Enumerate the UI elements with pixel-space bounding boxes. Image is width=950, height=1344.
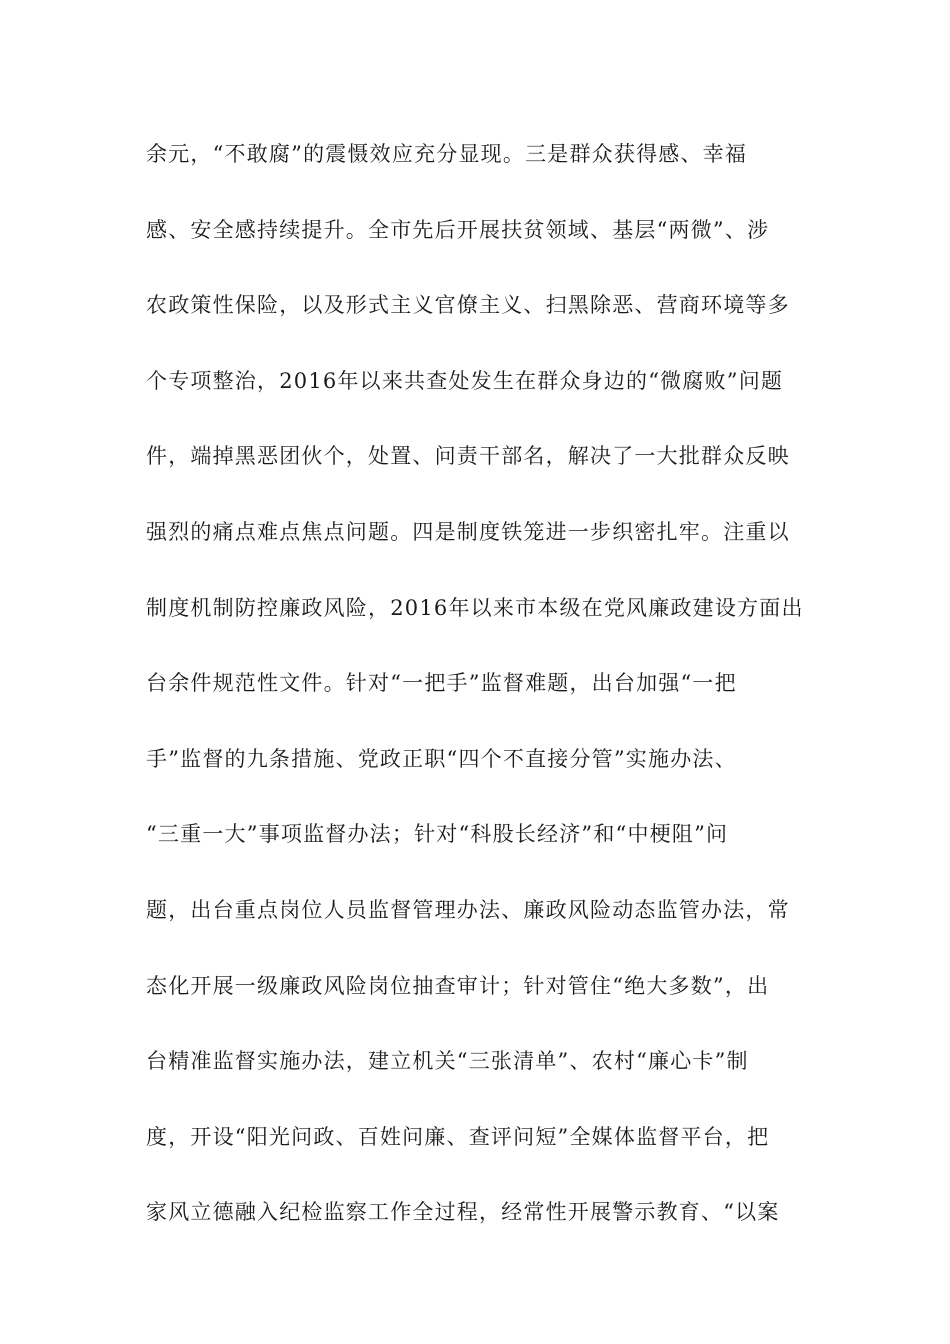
- text-line: 农政策性保险，以及形式主义官僚主义、扫黑除恶、营商环境等多: [146, 293, 790, 318]
- text-line: 件，端掉黑恶团伙个，处置、问责干部名，解决了一大批群众反映: [146, 444, 790, 469]
- text-line: 台精准监督实施办法，建立机关“三张清单”、农村“廉心卡”制: [146, 1049, 749, 1074]
- text-line: 家风立德融入纪检监察工作全过程，经常性开展警示教育、“以案: [146, 1200, 780, 1225]
- body-text: [146, 134, 806, 1268]
- text-line: 度，开设“阳光问政、百姓问廉、查评问短”全媒体监督平台，把: [146, 1124, 770, 1149]
- text-line: 强烈的痛点难点焦点问题。四是制度铁笼进一步织密扎牢。注重以: [146, 519, 790, 544]
- text-line: 态化开展一级廉政风险岗位抽查审计；针对管住“绝大多数”，出: [146, 973, 770, 998]
- text-line: 制度机制防控廉政风险，2016年以来市本级在党风廉政建设方面出: [146, 595, 804, 620]
- text-line: 台余件规范性文件。针对“一把手”监督难题，出台加强“一把: [146, 671, 737, 696]
- text-line: “三重一大”事项监督办法；针对“科股长经济”和“中梗阻”问: [146, 822, 729, 847]
- text-line: 个专项整治，2016年以来共查处发生在群众身边的“微腐败”问题: [146, 368, 784, 393]
- text-line: 感、安全感持续提升。全市先后开展扶贫领域、基层“两微”、涉: [146, 217, 770, 242]
- text-line: 手”监督的九条措施、党政正职“四个不直接分管”实施办法、: [146, 746, 737, 771]
- text-line: 题，出台重点岗位人员监督管理办法、廉政风险动态监管办法，常: [146, 897, 790, 922]
- text-line: 余元，“不敢腐”的震慑效应充分显现。三是群众获得感、幸福: [146, 142, 748, 166]
